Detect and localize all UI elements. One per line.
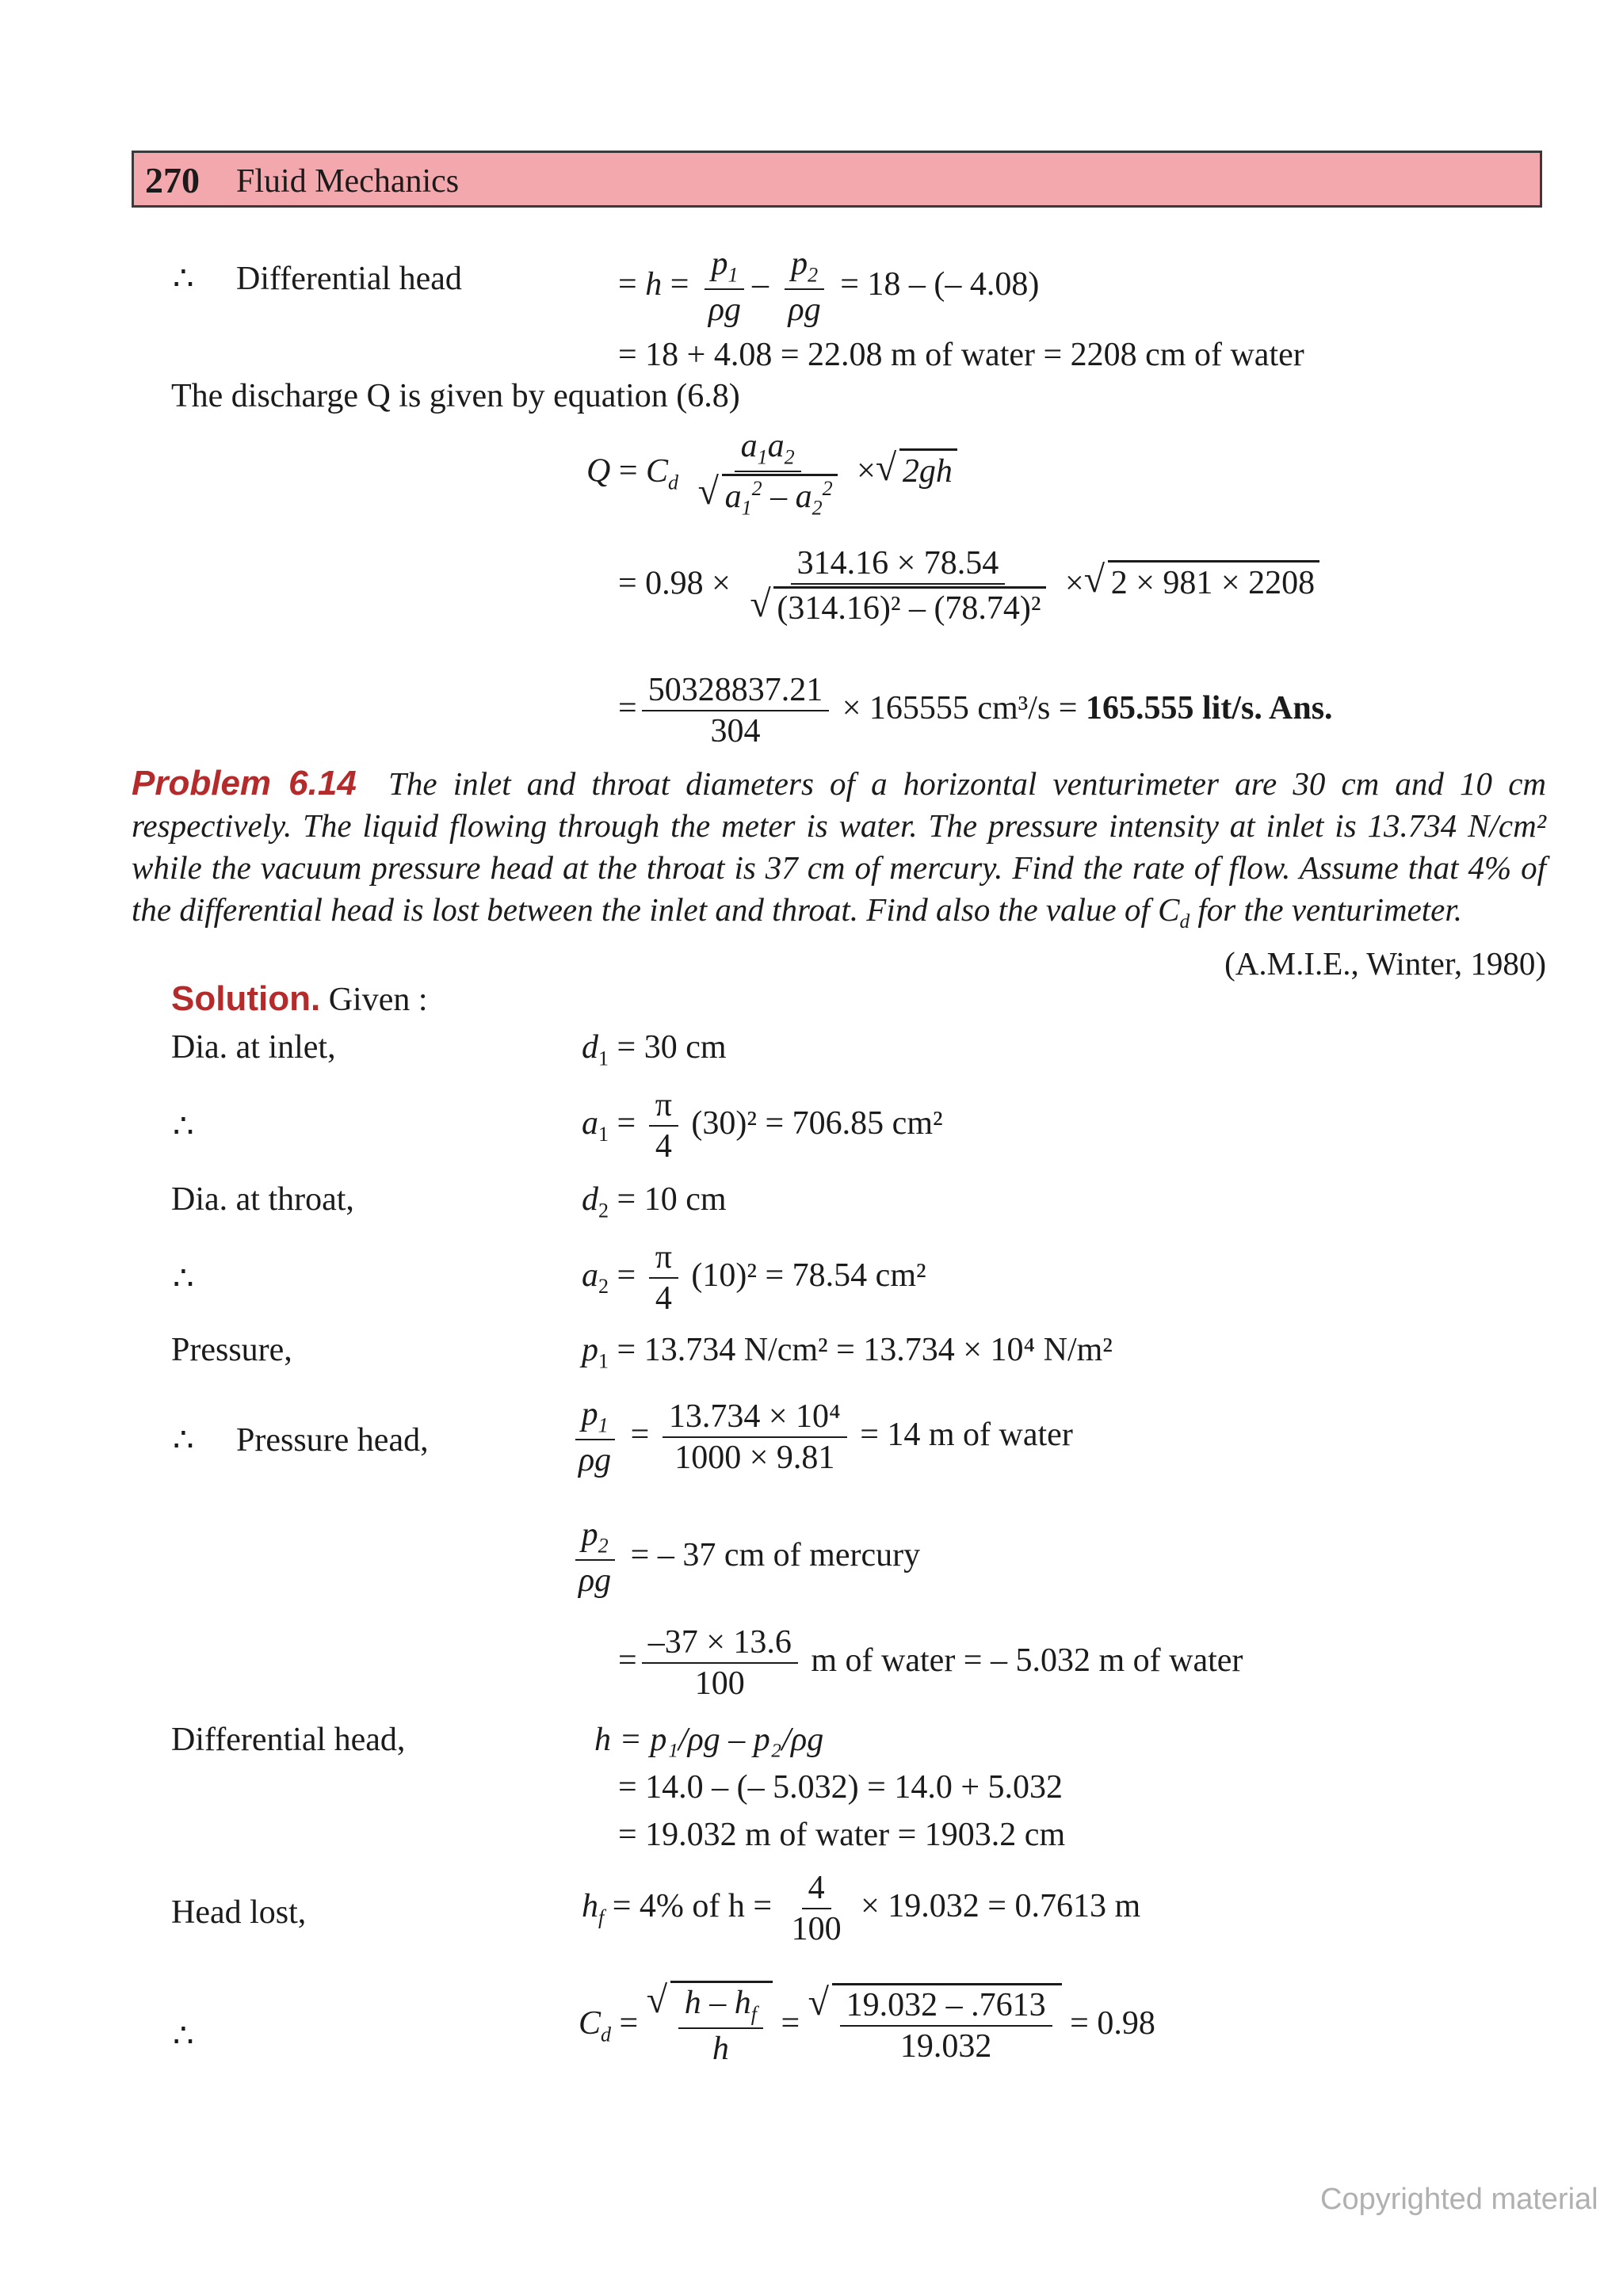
- pressure-value: $p_1 = 13.734$ N/cm² = 13.734 × 10⁴ N/m²: [582, 1332, 1113, 1373]
- diff-head-value: = 19.032 m of water = 1903.2 cm: [618, 1817, 1066, 1853]
- copyright-watermark: Copyrighted material: [1320, 2183, 1598, 2216]
- therefore-symbol: ∴: [173, 1422, 194, 1459]
- dia-throat-value: $d_2 = 10$ cm: [582, 1181, 727, 1222]
- discharge-formula: $Q = C_d$ $a_1a_2$ √ $a_1^2 - a_2^2$ ×√ 2gh: [586, 428, 957, 520]
- running-title: Fluid Mechanics: [236, 163, 460, 200]
- area-throat-equation: $a_2$ = $\frac{\pi}{4}$ (10)² = 78.54 cm²: [582, 1239, 926, 1318]
- discharge-result: = $\frac{50328837.21}{304}$ × 165555 cm³/s = 165.555 lit/s. Ans.: [618, 672, 1333, 750]
- solution-heading: Solution. Given :: [171, 979, 428, 1018]
- dia-throat-label: Dia. at throat,: [171, 1181, 354, 1218]
- page-number: 270: [145, 160, 200, 200]
- therefore-symbol: ∴: [173, 261, 194, 297]
- cd-equation: $C_d$ = √ $\frac{h - h_f}{h}$ = √ $\frac{19.032 - .7613}{19.032}$ = 0.98: [579, 1981, 1155, 2067]
- therefore-symbol: ∴: [173, 2018, 194, 2054]
- problem-statement: Problem 6.14 The inlet and throat diameters of a horizontal venturimeter are 30 cm and 10 cm respectively. The liquid flowing through the meter is water. The pressure intensity at inlet is 13.734 N/cm² while the vacuum pressure head at the throat is 37 cm of mercury. Find the rate of flow. Assume that 4% of the differential head is lost between the inlet and throat. Find also the value of $C_d$ for the venturimeter. (A.M.I.E., Winter, 1980): [132, 762, 1546, 985]
- head-lost-label: Head lost,: [171, 1894, 307, 1931]
- dia-inlet-label: Dia. at inlet,: [171, 1029, 336, 1066]
- discharge-substitution: = 0.98 × 314.16 × 78.54 √ (314.16)² – (78.74)² ×√ 2 × 981 × 2208: [618, 545, 1319, 627]
- diff-head-formula: h = p₁/ρg – p₂/ρg: [594, 1722, 824, 1758]
- diff-head-result: = 18 + 4.08 = 22.08 m of water = 2208 cm of water: [618, 337, 1304, 373]
- mercury-conversion: = $\frac{-37 \times 13.6}{100}$ m of water = – 5.032 m of water: [618, 1624, 1243, 1703]
- discharge-text: The discharge Q is given by equation (6.8): [171, 378, 740, 414]
- pressure-label: Pressure,: [171, 1332, 292, 1368]
- diff-head-step: = 14.0 – (– 5.032) = 14.0 + 5.032: [618, 1769, 1064, 1806]
- problem-reference: (A.M.I.E., Winter, 1980): [1224, 945, 1546, 982]
- pressure-head-label: Pressure head,: [236, 1422, 429, 1459]
- diff-head-equation: = h = $\frac{p_1}{\rho g}$ – $\frac{p_2}{\rho g}$ = 18 – (– 4.08): [618, 246, 1040, 329]
- dia-inlet-value: $d_1 = 30$ cm: [582, 1029, 727, 1070]
- head-lost-equation: $h_f = 4\%$ of h = $\frac{4}{100}$ × 19.032 = 0.7613 m: [582, 1870, 1141, 1948]
- pressure-head-equation: $\frac{p_1}{\rho g}$ = $\frac{\text{13.734 × 10⁴}}{1000 \times 9.81}$ = 14 m of water: [567, 1396, 1073, 1478]
- diff-head-label-2: Differential head,: [171, 1722, 406, 1758]
- problem-label: Problem 6.14: [132, 764, 357, 803]
- area-inlet-equation: $a_1$ = $\frac{\pi}{4}$ (30)² = 706.85 cm²: [582, 1087, 943, 1165]
- therefore-symbol: ∴: [173, 1108, 194, 1145]
- throat-head-equation: $\frac{p_2}{\rho g}$ = – 37 cm of mercury: [567, 1516, 920, 1599]
- diff-head-label: Differential head: [236, 261, 462, 297]
- therefore-symbol: ∴: [173, 1261, 194, 1297]
